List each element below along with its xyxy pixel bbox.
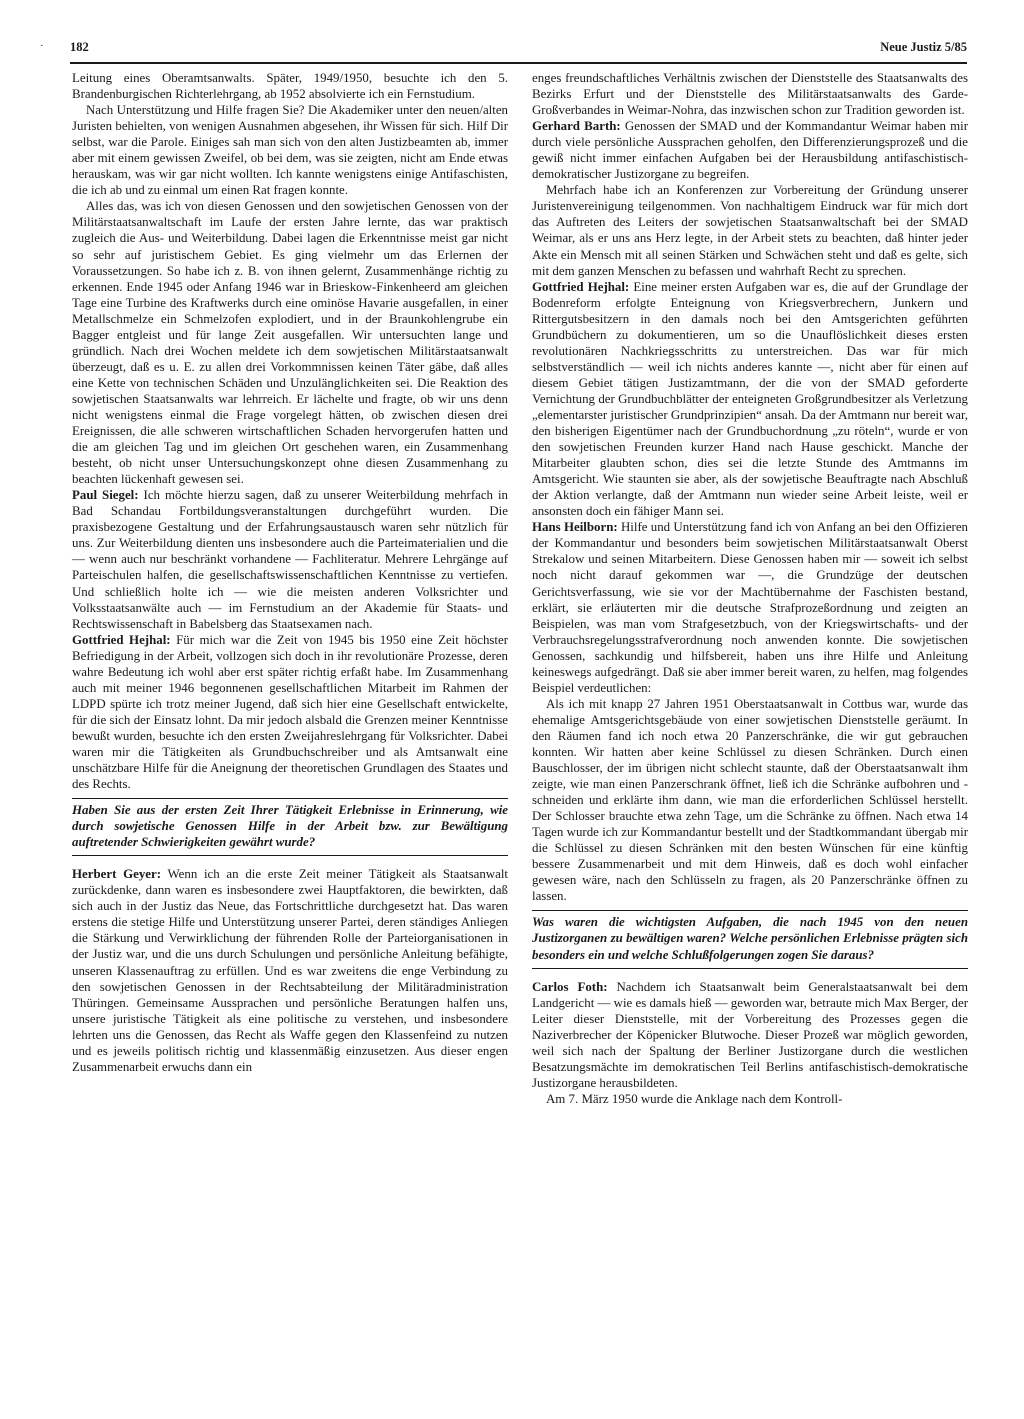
interview-question: Haben Sie aus der ersten Zeit Ihrer Tätigkeit Erlebnisse in Erinnerung, wie durch sowjetische Genossen Hilfe in der Arbeit bzw. zur Bewältigung auftretender Schwierigkeiten gewährt wurde? bbox=[72, 798, 508, 856]
paragraph: Nach Unterstützung und Hilfe fragen Sie? Die Akademiker unter den neuen/alten Juristen behielten, von wenigen Ausnahmen abgesehen, ihr Wissen für sich. Hilf Dir selbst, war die Parole. Einiges sah man sich von den alten Justizbeamten ab, immer aber mit einem gewissen Zweifel, ob bei dem, was sie zeigten, nicht am Ende etwas herauskam, was wir gar nicht wollten. Ich kannte wenigstens einige Antifaschisten, die ich ab und zu einmal um einen Rat fragen konnte. bbox=[72, 103, 508, 198]
statement-text: Hilfe und Unterstützung fand ich von Anfang an bei den Offizieren der Kommandantur und besonders beim sowjetischen Militärstaatsanwalt Oberst Strekalow und seinen Mitarbeitern. Diese Genossen haben mir — soweit ich selbst noch nicht darauf gekommen war —, die Grundzüge der deutschen Gerichtsverfassung, wie sie vor der Machtübernahme der Faschisten bestand, erklärt, sie erläuterten mir die deutsche Strafprozeßordnung und zeigten an Beispielen, was man vom Strafgesetzbuch, von der Kriegswirtschafts- und der Verbrauchsregelungsstrafverordnung noch anwenden konnte. Die sowjetischen Genossen, sachkundig und hilfsbereit, haben uns ihre Hilfe und Anleitung keineswegs aufgedrängt. Daß sie aber immer bereit waren, zu helfen, mag folgendes Beispiel verdeutlichen: bbox=[532, 520, 968, 695]
paragraph: Mehrfach habe ich an Konferenzen zur Vorbereitung der Gründung unserer Juristenvereinigung teilgenommen. Von nachhaltigem Eindruck war für mich dort das Auftreten des Leiters der sowjetischen Staatsanwaltschaft bei der SMAD Weimar, als er uns ans Herz legte, in der Arbeit stets zu beachten, daß hinter jeder Akte ein Mensch mit all seinen Stärken und Schwächen steht und daß es gelte, sich mit dem ganzen Menschen zu befassen und wahrhaft Recht zu sprechen. bbox=[532, 183, 968, 278]
paragraph: Als ich mit knapp 27 Jahren 1951 Oberstaatsanwalt in Cottbus war, wurde das ehemalige Amtsgerichtsgebäude von einer sowjetischen Dienststelle geräumt. In den Räumen fand ich noch etwa 20 Panzerschränke, die wir gut gebrauchen konnten. Wir hatten aber keine Schlüssel zu diesen Schränken. Durch einen Bauschlosser, der im übrigen nicht schlecht staunte, daß der Oberstaatsanwalt ihm zeigte, wie man einen Panzerschrank öffnet, ließ ich die Schränke aufbohren und -schneiden und erklärte ihm dann, wie man die erforderlichen Schlüssel herstellt. Der Schlosser brauchte etwa zehn Tage, um die Schränke zu öffnen. Nach etwa 14 Tagen wurde ich zur Kommandantur bestellt und der Stadtkommandant übergab mir die Schlüssel zu diesen Schränken mit den besten Wünschen für eine künftig bessere Zusammenarbeit und mit dem Hinweis, daß es doch wohl einfacher gewesen wäre, nach den Schlüsseln zu fragen, als 20 Panzerschränke öffnen zu lassen. bbox=[532, 696, 968, 904]
speaker-name: Herbert Geyer: bbox=[72, 867, 162, 882]
statement-text: Nachdem ich Staatsanwalt beim Generalstaatsanwalt bei dem Landgericht — wie es damals hieß — geworden war, betraute mich Max Berger, der Leiter dieser Dienststelle, mit der Vorbereitung des Prozesses gegen die Naziverbrecher der Köpenicker Blutwoche. Dieser Prozeß war möglich geworden, weil sich nach der Spaltung der Berliner Justizorgane durch die westlichen Besatzungsmächte im demokratischen Teil Berlins antifaschistisch-demokratische Justizorgane herausbildeten. bbox=[532, 979, 968, 1090]
speaker-name: Paul Siegel: bbox=[72, 488, 139, 503]
right-column bbox=[532, 70, 968, 1107]
journal-title: Neue Justiz 5/85 bbox=[880, 40, 967, 54]
paragraph: enges freundschaftliches Verhältnis zwischen der Dienststelle des Staatsanwalts des Bezirks Erfurt und der Dienststelle des Militärstaatsanwalts des Garde-Großverbandes in Weimar-Nohra, das inzwischen schon zur Tradition geworden ist. bbox=[532, 71, 968, 118]
statement-foth bbox=[532, 979, 968, 1091]
page-header bbox=[70, 40, 967, 58]
statement-siegel bbox=[72, 487, 508, 631]
paragraph: Alles das, was ich von diesen Genossen und den sowjetischen Genossen von der Militärstaatsanwaltschaft im Laufe der ersten Jahre lernte, das war praktisch zugleich die Aus- und Weiterbildung. Dabei lagen die Erkenntnisse meist gar nicht so sehr auf juristischem Gebiet. Es ging vielmehr um das Erlernen der Voraussetzungen. So habe ich z. B. von ihnen gelernt, Zusammenhänge richtig zu erkennen. Ende 1945 oder Anfang 1946 war in Brieskow-Finkenheerd am gleichen Tage eine Turbine des Kraftwerks durch eine ominöse Havarie ausgefallen, in einer Metallschmelze ein Schmelzofen explodiert, und in der Braunkohlengrube ein Bagger entgleist und für lange Zeit ausgefallen. Wir untersuchten lange und gründlich. Nach drei Wochen meldete ich dem sowjetischen Militärstaatsanwalt überzeugt, daß es u. E. zu allen drei Vorkommnissen keinen Täter gäbe, daß alles eine Kette von technischen Schäden und Unzulänglichkeiten sei. Die Reaktion des sowjetischen Staatsanwalts war lehrreich. Er lächelte und fragte, ob wir uns denn nicht wenigstens einmal die Frage vorgelegt hätten, ob zwischen diesen drei Ereignissen, die alle schweren wirtschaftlichen Schaden hervorgerufen hatten und die am gleichen Tag und im gleichen Ort geschehen waren, ein Zusammenhang besteht, ob nicht unser Untersuchungskonzept ohne diesen Zusammenhang zu beachten lückenhaft gewesen sei. bbox=[72, 199, 508, 487]
page-number: 182 bbox=[70, 40, 89, 54]
speaker-name: Hans Heilborn: bbox=[532, 520, 618, 535]
header-rule bbox=[70, 62, 967, 64]
statement-barth bbox=[532, 118, 968, 182]
paragraph: Leitung eines Oberamtsanwalts. Später, 1949/1950, besuchte ich den 5. Brandenburgischen Richterlehrgang, ab 1952 absolvierte ich ein Fernstudium. bbox=[72, 71, 508, 102]
statement-heilborn bbox=[532, 519, 968, 696]
statement-hejhal bbox=[532, 279, 968, 520]
statement-text: Genossen der SMAD und der Kommandantur Weimar haben mir durch viele persönliche Aussprachen geholfen, den Differenzierungsprozeß und die gewiß nicht immer einfachen Aufgaben bei der Herausbildung antifaschistisch-demokratischer Justizorgane zu begreifen. bbox=[532, 119, 968, 182]
speaker-name: Carlos Foth: bbox=[532, 979, 608, 994]
statement-hejhal bbox=[72, 632, 508, 792]
statement-text: Eine meiner ersten Aufgaben war es, die auf der Grundlage der Bodenreform erfolgte Enteignung von Kriegsverbrechern, Junkern und Rittergutsbesitzern in den damals noch bei den Amtsgerichten geführten Grundbüchern zu dokumentieren, um so die Unauflöslichkeit dieses ersten revolutionären Nachkriegsschritts zu unterstreichen. Das war für mich selbstverständlich — weil ich nichts anderes kannte —, nicht aber für einen auf diesem Gebiet tätigen Justizamtmann, der die von der SMAD geforderte Vernichtung der Grundbuchblätter der enteigneten Großgrundbesitzer als Verletzung „elementarster juristischer Grundprinzipien“ ansah. Da der Amtmann nur bereit war, den bisherigen Eigentümer nach der Grundbuchordnung „zu röteln“, wurde er von den sowjetischen Freunden kurzer Hand nach Hause geschickt. Manche der Mitarbeiter glaubten schon, dies sei die letzte Stunde des Amtmanns im Amtsgericht. Wie staunten sie aber, als der sowjetische Beauftragte nach Abschluß der Aktion verlangte, daß der Amtmann nun wieder seine Arbeit leiste, weil er ansonsten doch ein fähiger Mann sei. bbox=[532, 279, 969, 519]
paragraph: Am 7. März 1950 wurde die Anklage nach dem Kontroll- bbox=[546, 1091, 843, 1106]
left-column bbox=[72, 70, 508, 1075]
statement-text: Für mich war die Zeit von 1945 bis 1950 eine Zeit höchster Befriedigung in der Arbeit, vollzogen sich doch in ihr revolutionäre Prozesse, deren wahre Bedeutung ich wohl aber erst später richtig erfaßt habe. Im Zusammenhang auch mit meiner 1946 begonnenen gesellschaftlichen Mitarbeit im Rahmen der LDPD spürte ich trotz meiner Jugend, daß sich hier eine Gesellschaft entwickelte, für die sich der Einsatz lohnt. Da mir jedoch alsbald die Grenzen meiner Kenntnisse bewußt wurden, besuchte ich den ersten Zweijahreslehrgang für Volksrichter. Dabei waren mir die Tätigkeiten als Grundbuchschreiber und als Amtsanwalt eine unschätzbare Hilfe für die Aneignung der theoretischen Grundlagen des Staates und des Rechts. bbox=[72, 632, 509, 792]
interview-question: Was waren die wichtigsten Aufgaben, die nach 1945 von den neuen Justizorganen zu bewältigen waren? Welche persönlichen Erlebnisse prägten sich besonders ein und welche Schlußfolgerungen zogen Sie daraus? bbox=[532, 910, 968, 968]
speaker-name: Gerhard Barth: bbox=[532, 119, 621, 134]
speaker-name: Gottfried Hejhal: bbox=[72, 632, 171, 647]
statement-geyer bbox=[72, 866, 508, 1075]
speaker-name: Gottfried Hejhal: bbox=[532, 279, 630, 294]
statement-text: Wenn ich an die erste Zeit meiner Tätigkeit als Staatsanwalt zurückdenke, dann waren es insbesondere zwei Hauptfaktoren, die bewirkten, daß sich auch in der Justiz das Neue, das Fortschrittliche durchgesetzt hat. Das waren erstens die stetige Hilfe und Unterstützung unserer Partei, deren ständiges Anliegen die Stärkung und Verwirklichung der führenden Rolle der Parteiorganisationen in der Justiz war, und die uns durch Schulungen und persönliche Anleitung befähigte, unseren Klassenauftrag zu erfüllen. Und es war zweitens die enge Verbindung zu den sowjetischen Genossen in der Rechtsabteilung der Militäradministration Thüringen. Gemeinsame Aussprachen und persönliche Beratungen halfen uns, unsere juristische Tätigkeit als eine politische zu verstehen, und insbesondere lehrten uns die Genossen, das Recht als Waffe gegen den Klassenfeind zu nutzen und es jeweils politisch richtig und klassenmäßig einzusetzen. Aus dieser engen Zusammenarbeit erwuchs dann ein bbox=[72, 867, 509, 1074]
margin-mark: · bbox=[40, 40, 44, 52]
statement-text: Ich möchte hierzu sagen, daß zu unserer Weiterbildung mehrfach in Bad Schandau Fortbildungsveranstaltungen durchgeführt wurden. Die praxisbezogene Gestaltung und der Erfahrungsaustausch waren sehr nützlich für uns. Zur Weiterbildung dienten uns insbesondere auch die Parteimaterialien und die — wenn auch nur beschränkt vorhandene — Fachliteratur. Mehrere Lehrgänge auf Parteischulen halfen, die gesellschaftswissenschaftlichen Kenntnisse zu vertiefen. Und schließlich holte ich — wie die meisten anderen Volksrichter und Volksstaatsanwälte auch — im Fernstudium an der Akademie für Staats- und Rechtswissenschaft in Babelsberg das Staatsexamen nach. bbox=[72, 488, 508, 631]
